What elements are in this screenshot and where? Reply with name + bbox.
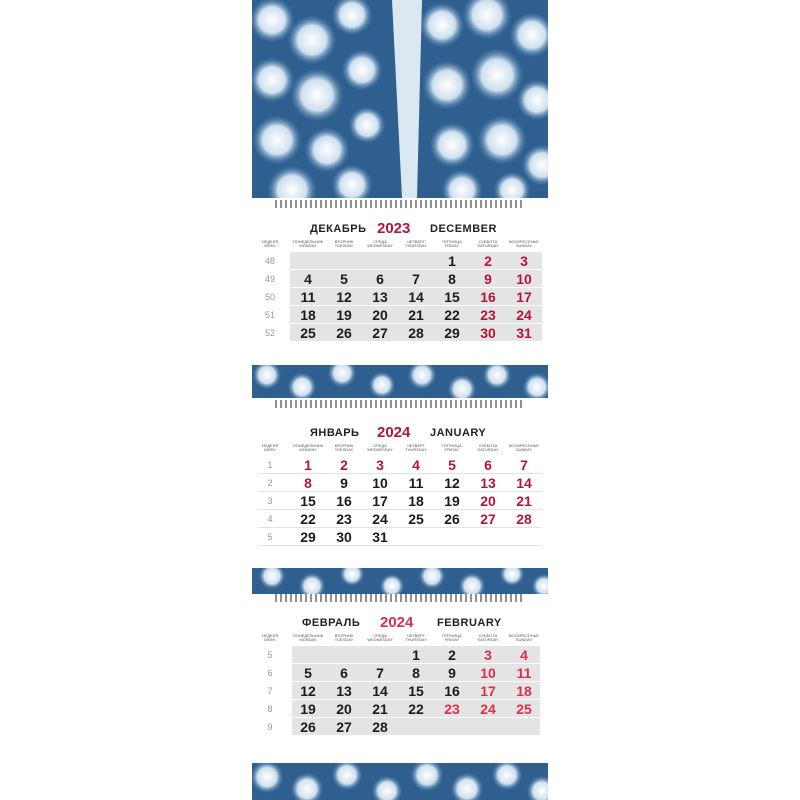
row-divider bbox=[258, 545, 542, 546]
day-cell[interactable]: 4 bbox=[412, 457, 420, 473]
weekday-header: ЧЕТВЕРГ THURSDAY bbox=[405, 633, 427, 643]
day-cell[interactable]: 26 bbox=[300, 719, 316, 735]
weekday-header: ЧЕТВЕРГ THURSDAY bbox=[405, 239, 427, 249]
day-cell[interactable]: 5 bbox=[340, 271, 348, 287]
day-cell[interactable]: 25 bbox=[300, 325, 316, 341]
day-cell[interactable]: 9 bbox=[340, 475, 348, 491]
week-column-header: НЕДЕЛЯ WEEK bbox=[261, 633, 279, 643]
week-number: 9 bbox=[267, 722, 273, 732]
week-number: 6 bbox=[267, 668, 273, 678]
day-cell[interactable]: 22 bbox=[444, 307, 460, 323]
day-cell[interactable]: 17 bbox=[480, 683, 496, 699]
week-number: 7 bbox=[267, 686, 273, 696]
day-cell[interactable]: 2 bbox=[340, 457, 348, 473]
day-cell[interactable]: 13 bbox=[372, 289, 388, 305]
weekday-header: ПЯТНИЦА FRIDAY bbox=[442, 633, 462, 643]
day-cell[interactable]: 2 bbox=[484, 253, 492, 269]
day-cell[interactable]: 31 bbox=[516, 325, 532, 341]
day-cell[interactable]: 30 bbox=[336, 529, 352, 545]
day-cell[interactable]: 3 bbox=[376, 457, 384, 473]
week-number: 51 bbox=[264, 310, 275, 320]
day-cell[interactable]: 20 bbox=[336, 701, 352, 717]
day-cell[interactable]: 29 bbox=[444, 325, 460, 341]
weekday-header: ПОНЕДЕЛЬНИК MONDAY bbox=[292, 633, 324, 643]
day-cell[interactable]: 3 bbox=[484, 647, 492, 663]
day-cell[interactable]: 17 bbox=[516, 289, 532, 305]
weekday-header: ВОСКРЕСЕНЬЕ SUNDAY bbox=[509, 633, 539, 643]
day-cell[interactable]: 15 bbox=[444, 289, 460, 305]
weekday-header: СУББОТА SATURDAY bbox=[477, 239, 499, 249]
day-cell[interactable]: 15 bbox=[300, 493, 316, 509]
day-cell[interactable]: 24 bbox=[480, 701, 496, 717]
week-number: 8 bbox=[267, 704, 273, 714]
week-number: 5 bbox=[267, 532, 273, 542]
day-cell[interactable]: 8 bbox=[304, 475, 312, 491]
weekday-header: ПЯТНИЦА FRIDAY bbox=[442, 443, 462, 453]
day-cell[interactable]: 3 bbox=[520, 253, 528, 269]
day-cell[interactable]: 21 bbox=[372, 701, 388, 717]
week-number: 5 bbox=[267, 650, 273, 660]
day-cell[interactable]: 7 bbox=[376, 665, 384, 681]
weekday-header: ПОНЕДЕЛЬНИК MONDAY bbox=[292, 443, 324, 453]
day-cell[interactable]: 26 bbox=[444, 511, 460, 527]
day-cell[interactable]: 21 bbox=[408, 307, 424, 323]
day-cell[interactable]: 5 bbox=[448, 457, 456, 473]
month-name-en: FEBRUARY bbox=[437, 617, 502, 629]
day-cell[interactable]: 20 bbox=[480, 493, 496, 509]
day-cell[interactable]: 11 bbox=[300, 289, 316, 305]
week-number: 4 bbox=[267, 514, 273, 524]
day-cell[interactable]: 7 bbox=[520, 457, 528, 473]
winter-forest-photo-strip bbox=[252, 365, 548, 398]
day-cell[interactable]: 1 bbox=[304, 457, 312, 473]
week-number: 2 bbox=[267, 478, 273, 488]
day-cell[interactable]: 12 bbox=[444, 475, 460, 491]
spiral-binding-top bbox=[274, 200, 526, 208]
day-cell[interactable]: 13 bbox=[336, 683, 352, 699]
day-cell[interactable]: 19 bbox=[444, 493, 460, 509]
day-cell[interactable]: 25 bbox=[516, 701, 532, 717]
month-block-december bbox=[252, 220, 548, 350]
day-cell[interactable]: 15 bbox=[408, 683, 424, 699]
day-cell[interactable]: 30 bbox=[480, 325, 496, 341]
month-year: 2024 bbox=[380, 614, 414, 631]
day-cell[interactable]: 27 bbox=[336, 719, 352, 735]
day-cell[interactable]: 13 bbox=[480, 475, 496, 491]
day-cell[interactable]: 8 bbox=[448, 271, 456, 287]
day-cell[interactable]: 16 bbox=[480, 289, 496, 305]
day-cell[interactable]: 28 bbox=[516, 511, 532, 527]
day-cell[interactable]: 26 bbox=[336, 325, 352, 341]
day-cell[interactable]: 22 bbox=[300, 511, 316, 527]
week-number: 52 bbox=[264, 328, 275, 338]
month-name-ru: ДЕКАБРЬ bbox=[310, 223, 367, 235]
month-year: 2023 bbox=[377, 220, 411, 237]
day-cell[interactable]: 17 bbox=[372, 493, 388, 509]
day-cell[interactable]: 29 bbox=[300, 529, 316, 545]
week-number: 1 bbox=[267, 460, 273, 470]
day-cell[interactable]: 8 bbox=[412, 665, 420, 681]
weekday-header: ПЯТНИЦА FRIDAY bbox=[442, 239, 462, 249]
day-cell[interactable]: 27 bbox=[480, 511, 496, 527]
day-cell[interactable]: 10 bbox=[372, 475, 388, 491]
month-block-january bbox=[252, 424, 548, 554]
weekday-header: СРЕДА WEDNESDAY bbox=[367, 633, 393, 643]
weekday-header: ВТОРНИК TUESDAY bbox=[334, 239, 354, 249]
day-cell[interactable]: 24 bbox=[516, 307, 532, 323]
weekday-header: ВОСКРЕСЕНЬЕ SUNDAY bbox=[509, 443, 539, 453]
day-cell[interactable]: 28 bbox=[408, 325, 424, 341]
weekday-header: ВТОРНИК TUESDAY bbox=[334, 633, 354, 643]
week-number: 50 bbox=[264, 292, 275, 302]
weekday-header: ПОНЕДЕЛЬНИК MONDAY bbox=[292, 239, 324, 249]
weekday-header: ВТОРНИК TUESDAY bbox=[334, 443, 354, 453]
winter-forest-photo-top bbox=[252, 0, 548, 198]
month-name-en: JANUARY bbox=[430, 427, 487, 439]
day-cell[interactable]: 10 bbox=[480, 665, 496, 681]
day-cell[interactable]: 6 bbox=[340, 665, 348, 681]
day-cell[interactable]: 24 bbox=[372, 511, 388, 527]
week-number: 3 bbox=[267, 496, 273, 506]
row-divider bbox=[258, 341, 542, 342]
day-cell[interactable]: 9 bbox=[484, 271, 492, 287]
day-cell[interactable]: 31 bbox=[372, 529, 388, 545]
weekday-header: СРЕДА WEDNESDAY bbox=[367, 239, 393, 249]
day-cell[interactable]: 10 bbox=[516, 271, 532, 287]
day-cell[interactable]: 16 bbox=[336, 493, 352, 509]
day-cell[interactable]: 22 bbox=[408, 701, 424, 717]
day-cell[interactable]: 27 bbox=[372, 325, 388, 341]
weekday-header: СУББОТА SATURDAY bbox=[477, 633, 499, 643]
day-cell[interactable]: 11 bbox=[408, 475, 424, 491]
day-cell[interactable]: 23 bbox=[336, 511, 352, 527]
day-cell[interactable]: 25 bbox=[408, 511, 424, 527]
day-cell[interactable]: 11 bbox=[516, 665, 532, 681]
day-cell[interactable]: 12 bbox=[336, 289, 352, 305]
week-column-header: НЕДЕЛЯ WEEK bbox=[261, 443, 279, 453]
day-cell[interactable]: 18 bbox=[408, 493, 424, 509]
spiral-binding-bottom bbox=[274, 594, 526, 602]
weekday-header: СУББОТА SATURDAY bbox=[477, 443, 499, 453]
month-name-en: DECEMBER bbox=[430, 223, 497, 235]
day-cell[interactable]: 1 bbox=[448, 253, 456, 269]
week-number: 49 bbox=[264, 274, 275, 284]
day-cell[interactable]: 6 bbox=[484, 457, 492, 473]
week-number: 48 bbox=[264, 256, 275, 266]
weekday-header: ВОСКРЕСЕНЬЕ SUNDAY bbox=[509, 239, 539, 249]
day-cell[interactable]: 20 bbox=[372, 307, 388, 323]
day-cell[interactable]: 18 bbox=[300, 307, 316, 323]
row-divider bbox=[258, 735, 542, 736]
winter-forest-photo-bottom bbox=[252, 763, 548, 800]
spiral-binding-middle bbox=[274, 400, 526, 408]
day-cell[interactable]: 7 bbox=[412, 271, 420, 287]
day-cell[interactable]: 19 bbox=[336, 307, 352, 323]
weekday-header: СРЕДА WEDNESDAY bbox=[367, 443, 393, 453]
month-name-ru: ЯНВАРЬ bbox=[310, 427, 360, 439]
day-cell[interactable]: 14 bbox=[372, 683, 388, 699]
week-column-header: НЕДЕЛЯ WEEK bbox=[261, 239, 279, 249]
day-cell[interactable]: 14 bbox=[516, 475, 532, 491]
day-cell[interactable]: 19 bbox=[300, 701, 316, 717]
day-cell[interactable]: 5 bbox=[304, 665, 312, 681]
month-year: 2024 bbox=[377, 424, 411, 441]
day-cell[interactable]: 9 bbox=[448, 665, 456, 681]
month-block-february bbox=[252, 614, 548, 749]
day-cell[interactable]: 28 bbox=[372, 719, 388, 735]
winter-forest-photo-strip bbox=[252, 568, 548, 594]
day-cell[interactable]: 18 bbox=[516, 683, 532, 699]
day-cell[interactable]: 1 bbox=[412, 647, 420, 663]
day-cell[interactable]: 23 bbox=[444, 701, 460, 717]
weekday-header: ЧЕТВЕРГ THURSDAY bbox=[405, 443, 427, 453]
day-cell[interactable]: 6 bbox=[376, 271, 384, 287]
month-name-ru: ФЕВРАЛЬ bbox=[302, 617, 361, 629]
day-cell[interactable]: 21 bbox=[516, 493, 532, 509]
day-cell[interactable]: 2 bbox=[448, 647, 456, 663]
day-cell[interactable]: 23 bbox=[480, 307, 496, 323]
day-cell[interactable]: 16 bbox=[444, 683, 460, 699]
day-cell[interactable]: 4 bbox=[520, 647, 528, 663]
day-cell[interactable]: 4 bbox=[304, 271, 312, 287]
day-cell[interactable]: 14 bbox=[408, 289, 424, 305]
day-cell[interactable]: 12 bbox=[300, 683, 316, 699]
